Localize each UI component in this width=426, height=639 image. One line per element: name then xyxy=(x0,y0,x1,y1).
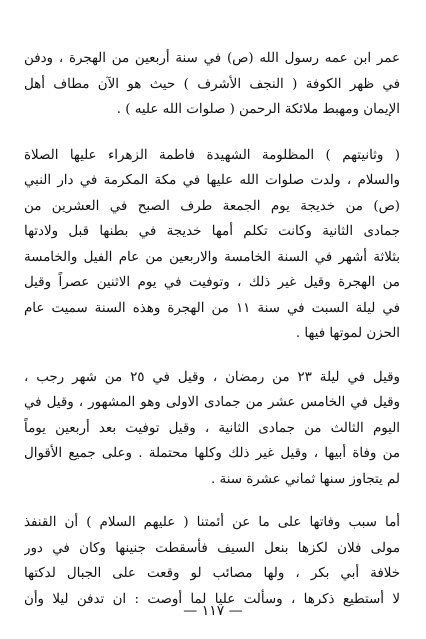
text-line: وقيل في ليلة ٢٣ من رمضان ، وقيل في ٢٥ من شهر رجب ، xyxy=(24,369,400,385)
text-line: والسلام ، ولدت صلوات الله عليها في مكة المكرمة في دار النبي xyxy=(24,173,400,188)
page-number: — ١١٧ — xyxy=(183,603,243,619)
page-body xyxy=(24,46,400,639)
text-line: لم يتجاوز سنها ثماني عشرة سنة . xyxy=(211,471,400,487)
text-line: من وفاة أبيها ، وقيل غير ذلك وكلها محتملة . وعلى جميع الأقوال xyxy=(24,446,400,461)
text-line: ( وثانيتهم ) المظلومة الشهيدة فاطمة الزهراء عليها الصلاة xyxy=(24,147,400,163)
text-line: خلافة أبي بكر ، ولها مصائب لو وقعت على الجبال لدكتها xyxy=(24,566,400,581)
text-line: في ظهر الكوفة ( النجف الأشرف ) حيث هو الآن مطاف أهل xyxy=(24,76,400,92)
text-line: الحزن لموتها فيها . xyxy=(295,326,400,341)
text-line: عمر ابن عمه رسول الله (ص) في سنة أربعين من الهجرة ، ودفن xyxy=(24,51,400,66)
paragraph-2 xyxy=(24,143,400,347)
text-line: من الهجرة وقيل غير ذلك ، وتوفيت في يوم الاثنين عصراً وقيل xyxy=(24,275,400,290)
text-line: في ليلة السبت في سنة ١١ من الهجرة وهذه السنة سميت عام xyxy=(24,300,400,316)
text-line: لا أستطيع ذكرها ، وسألت عليا لما أوصت : ان تدفن ليلا وأن xyxy=(24,591,400,607)
text-line: اليوم الثالث من جمادى الثانية ، وقيل توفيت بعد أربعين يوماً xyxy=(24,420,400,436)
text-line: أما سبب وفاتها على ما عن أئمتنا ( عليهم السلام ) أن القنفذ xyxy=(24,515,400,530)
text-line: وقيل في الخامس عشر من جمادى الاولى وهو المشهور ، وقيل في xyxy=(24,395,400,410)
text-line: مولى فلان لكزها بنعل السيف فأسقطت جنينها وكان في دور xyxy=(24,540,400,556)
text-line: جمادى الثانية وكانت تكلم أمها خديجة في بطنها قبل ولادتها xyxy=(24,224,400,239)
paragraph-4 xyxy=(24,510,400,612)
paragraph-3 xyxy=(24,365,400,493)
paragraph-1 xyxy=(24,46,400,123)
text-line: (ص) من خديجة يوم الجمعة طرف الصبح في العشرين من xyxy=(24,198,400,214)
text-line: بثلاثة أشهر في السنة الخامسة والاربعين من عام الفيل والخامسة xyxy=(24,249,400,265)
text-line: الإيمان ومهبط ملائكة الرحمن ( صلوات الله عليه ) . xyxy=(116,102,400,117)
